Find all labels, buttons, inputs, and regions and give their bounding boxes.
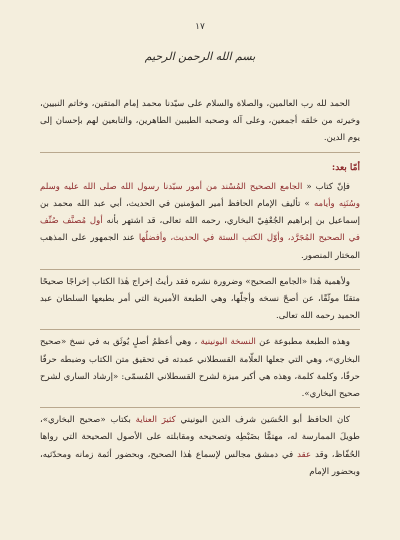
paragraph-4-highlight-held: عقد bbox=[297, 449, 312, 460]
paragraph-divider bbox=[40, 407, 360, 408]
paragraph-1 bbox=[40, 179, 360, 265]
paragraph-divider bbox=[40, 269, 360, 270]
paragraph-divider bbox=[40, 329, 360, 330]
paragraph-1-text-b: » تأليف الإمام الحافظ أمير المؤمنين في الحديث، أبي عبد الله محمد بن إسماعيل بن إبراهيم الجُعْفِيّ البخاري، رحمه الله تعالى، قد اشتهر بأنه bbox=[40, 199, 360, 227]
paragraph-2: ولأهمية هٰذا «الجامع الصحيح» وضرورة نشره فقد رأيتُ إخراج هٰذا الكتاب إخراجًا صحيحًا متقنًا موثّقًا، عن أصحّ نسخه وأجلّها، وهي الطبعة الأميرية التي أمر بطبعها السلطان عبد الحميد رحمه الله تعالى. bbox=[40, 276, 360, 322]
section-heading: أمّا بعد: bbox=[331, 162, 360, 173]
paragraph-4-text-a: كان الحافظ أبو الحُسَين شرف الدين اليونيني bbox=[180, 415, 351, 426]
paragraph-1-highlight-title: الجامع الصحيح المُسْند من أمور سيّدنا رسول الله صلى الله عليه وسلم وسُنَنِه وأيامه bbox=[40, 181, 360, 210]
paragraph-3 bbox=[40, 334, 360, 403]
paragraph-3-highlight: النسخة اليونينية bbox=[200, 337, 256, 348]
paragraph-4-highlight-care: كثيرَ العناية bbox=[135, 415, 176, 426]
paragraph-1-highlight-first: أول مُصنَّف صُنِّف في الصحيح المُجَرَّد، وأوّل الكتب الستة في الحديث، وأفضلُها bbox=[40, 216, 361, 244]
paragraph-3-text-a: وهذه الطبعة مطبوعة عن bbox=[259, 337, 350, 348]
section-divider bbox=[40, 152, 360, 153]
paragraph-1-text-c: عند الجمهور على المذهب المختار المنصور. bbox=[40, 233, 360, 261]
basmala-calligraphy: بسم الله الرحمن الرحيم bbox=[144, 50, 256, 63]
page-body bbox=[40, 96, 360, 481]
paragraph-4-text-b: بكتاب «صحيح البخاري»، طويلَ الممارسة له، مهتمًّا بضَبْطِه وتصحيحه ومقابلته على الأصول الصحيحة التي رواها الحُفّاظ، وقد bbox=[40, 415, 361, 460]
page-number: ١٧ bbox=[195, 22, 205, 32]
paragraph-3-text-b: ، وهي أعظمُ أصلٍ يُوثَق به في نسخ «صحيح البخاري»، وهي التي جعلها العلّامة القسطلاني عمدته في تحقيق متن الكتاب وضبطه حرفًا حرفًا، وكلمة كلمة، وهذه هي أكبر ميزة لشرح القسطلاني المُسمّى: «إرشاد الساري لشرح صحيح البخاري». bbox=[40, 337, 360, 400]
paragraph-4 bbox=[40, 412, 360, 481]
paragraph-1-text-a: فإنّ كتاب « bbox=[306, 181, 351, 192]
intro-paragraph: الحمد لله رب العالمين، والصلاة والسلام على سيّدنا محمد إمام المتقين، وخاتم النبيين، وخيرته من خلقه أجمعين، وعلى آله وصحبه الطيبين الطاهرين، والتابعين لهم بإحسان إلى يوم الدين. bbox=[40, 99, 360, 144]
paragraph-4-text-c: في دمشق مجالس لإسماع هٰذا الصحيح، وبحضور أئمة زمانه ومحدّثيه، وبحضور الإمام bbox=[40, 449, 360, 477]
